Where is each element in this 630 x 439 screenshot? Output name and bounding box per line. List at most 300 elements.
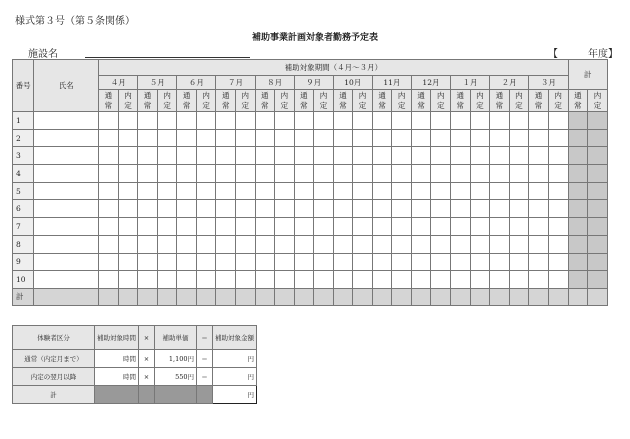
name-cell[interactable] [34, 235, 99, 253]
hours-cell[interactable] [157, 147, 177, 165]
hours-cell[interactable] [157, 271, 177, 289]
hours-cell[interactable] [235, 165, 255, 183]
hours-cell[interactable] [99, 200, 119, 218]
hours-cell[interactable] [372, 165, 392, 183]
hours-cell[interactable] [470, 200, 490, 218]
name-cell[interactable] [34, 165, 99, 183]
hours-cell[interactable] [177, 200, 197, 218]
hours-cell[interactable] [138, 271, 158, 289]
hours-cell[interactable] [451, 129, 471, 147]
hours-cell[interactable] [157, 129, 177, 147]
hours-cell[interactable] [157, 218, 177, 236]
total-row-cell [353, 288, 373, 305]
hours-cell[interactable] [118, 182, 138, 200]
hours-cell[interactable] [216, 112, 236, 130]
hours-cell[interactable] [216, 253, 236, 271]
hours-cell[interactable] [372, 271, 392, 289]
hours-cell[interactable] [138, 218, 158, 236]
subheader-scheduled: 内 定 [196, 90, 216, 112]
hours-cell[interactable] [333, 165, 353, 183]
hours-cell[interactable] [294, 165, 314, 183]
name-cell[interactable] [34, 147, 99, 165]
hours-cell[interactable] [255, 200, 275, 218]
hours-cell[interactable] [431, 147, 451, 165]
hours-cell[interactable] [451, 218, 471, 236]
hours-cell[interactable] [177, 218, 197, 236]
hours-cell[interactable] [451, 235, 471, 253]
hours-cell[interactable] [431, 165, 451, 183]
hours-cell[interactable] [118, 253, 138, 271]
hours-cell[interactable] [157, 235, 177, 253]
hours-cell[interactable] [216, 235, 236, 253]
col-header-total: 計 [568, 60, 607, 90]
hours-cell[interactable] [275, 112, 295, 130]
total-row-cell [529, 288, 549, 305]
hours-cell[interactable] [392, 200, 412, 218]
hours-cell[interactable] [490, 271, 510, 289]
subheader-scheduled: 内 定 [588, 90, 608, 112]
hours-cell[interactable] [372, 200, 392, 218]
summary-row-amount[interactable]: 円 [213, 350, 257, 368]
total-cell [568, 218, 588, 236]
hours-cell[interactable] [118, 165, 138, 183]
hours-cell[interactable] [255, 235, 275, 253]
hours-cell[interactable] [333, 235, 353, 253]
hours-cell[interactable] [431, 218, 451, 236]
hours-cell[interactable] [411, 129, 431, 147]
hours-cell[interactable] [509, 129, 529, 147]
hours-cell[interactable] [294, 218, 314, 236]
hours-cell[interactable] [177, 253, 197, 271]
hours-cell[interactable] [470, 112, 490, 130]
hours-cell[interactable] [294, 129, 314, 147]
subheader-scheduled: 内 定 [235, 90, 255, 112]
hours-cell[interactable] [353, 129, 373, 147]
hours-cell[interactable] [138, 112, 158, 130]
hours-cell[interactable] [392, 112, 412, 130]
hours-cell[interactable] [392, 253, 412, 271]
total-row-cell [196, 288, 216, 305]
hours-cell[interactable] [118, 235, 138, 253]
hours-cell[interactable] [509, 112, 529, 130]
hours-cell[interactable] [431, 235, 451, 253]
hours-cell[interactable] [411, 235, 431, 253]
hours-cell[interactable] [216, 147, 236, 165]
hours-cell[interactable] [255, 165, 275, 183]
hours-cell[interactable] [275, 200, 295, 218]
hours-cell[interactable] [372, 129, 392, 147]
hours-cell[interactable] [451, 165, 471, 183]
hours-cell[interactable] [392, 147, 412, 165]
hours-cell[interactable] [177, 147, 197, 165]
hours-cell[interactable] [255, 218, 275, 236]
hours-cell[interactable] [118, 147, 138, 165]
summary-header-category: 体験者区分 [13, 326, 95, 350]
col-header-name: 氏名 [34, 60, 99, 112]
hours-cell[interactable] [470, 218, 490, 236]
hours-cell[interactable] [353, 147, 373, 165]
hours-cell[interactable] [255, 253, 275, 271]
hours-cell[interactable] [353, 200, 373, 218]
total-cell [568, 271, 588, 289]
summary-row-hours[interactable]: 時間 [95, 350, 139, 368]
hours-cell[interactable] [372, 253, 392, 271]
total-row-cell [431, 288, 451, 305]
hours-cell[interactable] [99, 218, 119, 236]
hours-cell[interactable] [216, 218, 236, 236]
hours-cell[interactable] [216, 182, 236, 200]
hours-cell[interactable] [529, 147, 549, 165]
hours-cell[interactable] [196, 112, 216, 130]
hours-cell[interactable] [235, 218, 255, 236]
summary-row-category: 内定の翌月以降 [13, 368, 95, 386]
facility-name-field[interactable] [85, 57, 250, 58]
hours-cell[interactable] [314, 165, 334, 183]
hours-cell[interactable] [529, 218, 549, 236]
hours-cell[interactable] [118, 129, 138, 147]
hours-cell[interactable] [353, 271, 373, 289]
hours-cell[interactable] [314, 112, 334, 130]
hours-cell[interactable] [431, 271, 451, 289]
hours-cell[interactable] [411, 271, 431, 289]
total-row-cell [118, 288, 138, 305]
hours-cell[interactable] [235, 253, 255, 271]
hours-cell[interactable] [372, 147, 392, 165]
hours-cell[interactable] [509, 253, 529, 271]
hours-cell[interactable] [177, 165, 197, 183]
hours-cell[interactable] [294, 271, 314, 289]
hours-cell[interactable] [196, 253, 216, 271]
hours-cell[interactable] [99, 112, 119, 130]
hours-cell[interactable] [353, 235, 373, 253]
hours-cell[interactable] [372, 112, 392, 130]
hours-cell[interactable] [333, 253, 353, 271]
hours-cell[interactable] [333, 112, 353, 130]
summary-header-amount: 補助対象金額 [213, 326, 257, 350]
hours-cell[interactable] [529, 200, 549, 218]
hours-cell[interactable] [99, 129, 119, 147]
subheader-normal: 通 常 [216, 90, 236, 112]
hours-cell[interactable] [431, 129, 451, 147]
hours-cell[interactable] [196, 182, 216, 200]
hours-cell[interactable] [294, 182, 314, 200]
hours-cell[interactable] [509, 271, 529, 289]
subheader-scheduled: 内 定 [353, 90, 373, 112]
hours-cell[interactable] [548, 235, 568, 253]
hours-cell[interactable] [314, 129, 334, 147]
hours-cell[interactable] [99, 253, 119, 271]
hours-cell[interactable] [138, 147, 158, 165]
total-row-cell [235, 288, 255, 305]
hours-cell[interactable] [118, 200, 138, 218]
hours-cell[interactable] [470, 235, 490, 253]
hours-cell[interactable] [118, 271, 138, 289]
hours-cell[interactable] [275, 271, 295, 289]
hours-cell[interactable] [470, 271, 490, 289]
hours-cell[interactable] [177, 235, 197, 253]
hours-cell[interactable] [470, 182, 490, 200]
hours-cell[interactable] [548, 112, 568, 130]
hours-cell[interactable] [529, 112, 549, 130]
hours-cell[interactable] [216, 129, 236, 147]
hours-cell[interactable] [353, 112, 373, 130]
hours-cell[interactable] [235, 112, 255, 130]
hours-cell[interactable] [529, 129, 549, 147]
hours-cell[interactable] [196, 200, 216, 218]
total-cell [588, 200, 608, 218]
hours-cell[interactable] [99, 182, 119, 200]
hours-cell[interactable] [490, 218, 510, 236]
hours-cell[interactable] [548, 165, 568, 183]
hours-cell[interactable] [99, 165, 119, 183]
total-row-cell [34, 288, 99, 305]
subheader-row [13, 90, 608, 112]
summary-row-category: 通常（内定月まで） [13, 350, 95, 368]
hours-cell[interactable] [196, 129, 216, 147]
hours-cell[interactable] [196, 147, 216, 165]
hours-cell[interactable] [314, 147, 334, 165]
hours-cell[interactable] [177, 112, 197, 130]
hours-cell[interactable] [333, 218, 353, 236]
hours-cell[interactable] [99, 235, 119, 253]
hours-cell[interactable] [548, 218, 568, 236]
summary-row-amount[interactable]: 円 [213, 368, 257, 386]
hours-cell[interactable] [411, 147, 431, 165]
name-cell[interactable] [34, 200, 99, 218]
row-number: 3 [13, 147, 34, 165]
name-cell[interactable] [34, 218, 99, 236]
summary-row-price: 1,100円 [155, 350, 197, 368]
hours-cell[interactable] [235, 235, 255, 253]
hours-cell[interactable] [157, 165, 177, 183]
hours-cell[interactable] [255, 182, 275, 200]
hours-cell[interactable] [353, 165, 373, 183]
hours-cell[interactable] [138, 253, 158, 271]
hours-cell[interactable] [372, 182, 392, 200]
hours-cell[interactable] [196, 218, 216, 236]
hours-cell[interactable] [235, 200, 255, 218]
schedule-row [13, 147, 608, 165]
total-row-cell [275, 288, 295, 305]
hours-cell[interactable] [177, 129, 197, 147]
summary-total-gray [95, 386, 139, 404]
hours-cell[interactable] [216, 200, 236, 218]
hours-cell[interactable] [196, 165, 216, 183]
hours-cell[interactable] [411, 182, 431, 200]
hours-cell[interactable] [431, 253, 451, 271]
name-cell[interactable] [34, 271, 99, 289]
hours-cell[interactable] [372, 218, 392, 236]
name-cell[interactable] [34, 253, 99, 271]
hours-cell[interactable] [138, 182, 158, 200]
name-cell[interactable] [34, 129, 99, 147]
month-header: 12月 [411, 76, 450, 90]
hours-cell[interactable] [255, 112, 275, 130]
hours-cell[interactable] [490, 165, 510, 183]
hours-cell[interactable] [451, 200, 471, 218]
hours-cell[interactable] [490, 235, 510, 253]
hours-cell[interactable] [548, 253, 568, 271]
hours-cell[interactable] [392, 271, 412, 289]
month-header: 11月 [372, 76, 411, 90]
summary-row-hours[interactable]: 時間 [95, 368, 139, 386]
hours-cell[interactable] [314, 218, 334, 236]
hours-cell[interactable] [118, 112, 138, 130]
hours-cell[interactable] [411, 200, 431, 218]
hours-cell[interactable] [157, 182, 177, 200]
hours-cell[interactable] [275, 129, 295, 147]
hours-cell[interactable] [275, 253, 295, 271]
hours-cell[interactable] [509, 147, 529, 165]
month-header: ５月 [138, 76, 177, 90]
summary-row-times: × [139, 350, 155, 368]
subheader-normal: 通 常 [529, 90, 549, 112]
schedule-row [13, 182, 608, 200]
hours-cell[interactable] [138, 165, 158, 183]
hours-cell[interactable] [451, 112, 471, 130]
total-row-cell [568, 288, 588, 305]
hours-cell[interactable] [353, 218, 373, 236]
hours-cell[interactable] [235, 129, 255, 147]
hours-cell[interactable] [529, 271, 549, 289]
hours-cell[interactable] [196, 271, 216, 289]
hours-cell[interactable] [431, 200, 451, 218]
hours-cell[interactable] [294, 200, 314, 218]
hours-cell[interactable] [314, 182, 334, 200]
hours-cell[interactable] [470, 129, 490, 147]
subheader-normal: 通 常 [99, 90, 119, 112]
hours-cell[interactable] [235, 182, 255, 200]
name-cell[interactable] [34, 182, 99, 200]
hours-cell[interactable] [470, 253, 490, 271]
hours-cell[interactable] [157, 112, 177, 130]
hours-cell[interactable] [157, 200, 177, 218]
hours-cell[interactable] [196, 235, 216, 253]
total-row-cell [372, 288, 392, 305]
total-cell [568, 129, 588, 147]
hours-cell[interactable] [333, 147, 353, 165]
hours-cell[interactable] [431, 182, 451, 200]
hours-cell[interactable] [490, 253, 510, 271]
hours-cell[interactable] [275, 218, 295, 236]
hours-cell[interactable] [451, 253, 471, 271]
hours-cell[interactable] [216, 271, 236, 289]
hours-cell[interactable] [314, 271, 334, 289]
hours-cell[interactable] [411, 165, 431, 183]
hours-cell[interactable] [314, 235, 334, 253]
total-row-cell [470, 288, 490, 305]
hours-cell[interactable] [333, 271, 353, 289]
hours-cell[interactable] [235, 271, 255, 289]
total-cell [588, 147, 608, 165]
subheader-scheduled: 内 定 [392, 90, 412, 112]
hours-cell[interactable] [509, 182, 529, 200]
hours-cell[interactable] [314, 200, 334, 218]
hours-cell[interactable] [372, 235, 392, 253]
hours-cell[interactable] [216, 165, 236, 183]
hours-cell[interactable] [138, 235, 158, 253]
hours-cell[interactable] [392, 165, 412, 183]
summary-total-amount[interactable]: 円 [213, 386, 257, 404]
hours-cell[interactable] [138, 200, 158, 218]
hours-cell[interactable] [490, 112, 510, 130]
hours-cell[interactable] [294, 147, 314, 165]
hours-cell[interactable] [275, 147, 295, 165]
hours-cell[interactable] [470, 147, 490, 165]
hours-cell[interactable] [470, 165, 490, 183]
hours-cell[interactable] [353, 182, 373, 200]
hours-cell[interactable] [548, 129, 568, 147]
hours-cell[interactable] [314, 253, 334, 271]
hours-cell[interactable] [509, 218, 529, 236]
hours-cell[interactable] [509, 235, 529, 253]
hours-cell[interactable] [548, 271, 568, 289]
hours-cell[interactable] [275, 235, 295, 253]
hours-cell[interactable] [255, 271, 275, 289]
hours-cell[interactable] [451, 182, 471, 200]
hours-cell[interactable] [333, 182, 353, 200]
hours-cell[interactable] [99, 271, 119, 289]
hours-cell[interactable] [177, 182, 197, 200]
hours-cell[interactable] [411, 218, 431, 236]
total-row-cell [392, 288, 412, 305]
hours-cell[interactable] [99, 147, 119, 165]
name-cell[interactable] [34, 112, 99, 130]
hours-cell[interactable] [509, 200, 529, 218]
hours-cell[interactable] [451, 271, 471, 289]
hours-cell[interactable] [275, 182, 295, 200]
hours-cell[interactable] [509, 165, 529, 183]
hours-cell[interactable] [490, 200, 510, 218]
hours-cell[interactable] [490, 182, 510, 200]
hours-cell[interactable] [392, 235, 412, 253]
summary-header-row [13, 326, 257, 350]
hours-cell[interactable] [392, 182, 412, 200]
hours-cell[interactable] [255, 147, 275, 165]
hours-cell[interactable] [235, 147, 255, 165]
hours-cell[interactable] [294, 112, 314, 130]
hours-cell[interactable] [392, 129, 412, 147]
hours-cell[interactable] [157, 253, 177, 271]
hours-cell[interactable] [294, 253, 314, 271]
hours-cell[interactable] [411, 112, 431, 130]
summary-row-equals: ＝ [197, 350, 213, 368]
hours-cell[interactable] [548, 182, 568, 200]
hours-cell[interactable] [451, 147, 471, 165]
hours-cell[interactable] [333, 200, 353, 218]
hours-cell[interactable] [138, 129, 158, 147]
hours-cell[interactable] [353, 253, 373, 271]
hours-cell[interactable] [490, 129, 510, 147]
hours-cell[interactable] [529, 235, 549, 253]
hours-cell[interactable] [118, 218, 138, 236]
total-row-cell [333, 288, 353, 305]
hours-cell[interactable] [529, 253, 549, 271]
hours-cell[interactable] [333, 129, 353, 147]
hours-cell[interactable] [490, 147, 510, 165]
hours-cell[interactable] [431, 112, 451, 130]
hours-cell[interactable] [529, 182, 549, 200]
hours-cell[interactable] [392, 218, 412, 236]
hours-cell[interactable] [548, 200, 568, 218]
hours-cell[interactable] [529, 165, 549, 183]
hours-cell[interactable] [255, 129, 275, 147]
hours-cell[interactable] [275, 165, 295, 183]
hours-cell[interactable] [548, 147, 568, 165]
hours-cell[interactable] [411, 253, 431, 271]
hours-cell[interactable] [177, 271, 197, 289]
hours-cell[interactable] [294, 235, 314, 253]
